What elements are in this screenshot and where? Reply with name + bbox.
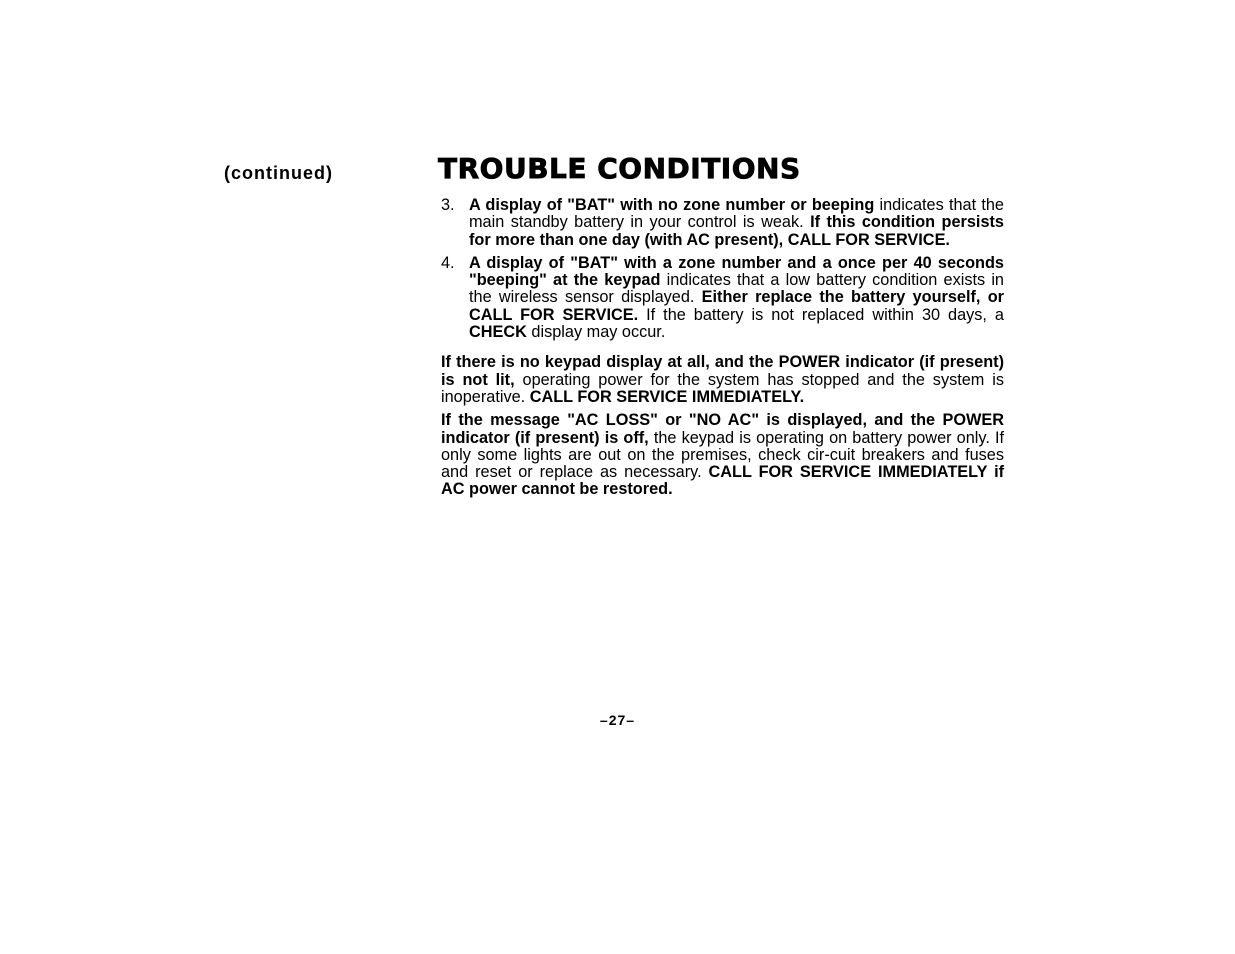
trouble-conditions-content — [441, 197, 1004, 499]
text-segment: CHECK — [469, 323, 527, 342]
text-segment: If the message "AC LOSS" or "NO AC" is displayed, and the POWER indicator (if present) is off, — [441, 411, 1004, 447]
text-segment: indicates that a low battery condition exists in the wireless sensor displayed. — [469, 271, 1004, 307]
list-item-3 — [441, 197, 1004, 249]
ac-loss-paragraph — [441, 412, 1004, 498]
no-display-paragraph — [441, 354, 1004, 406]
list-item-number: 3. — [441, 196, 455, 214]
list-item-body — [469, 255, 1004, 341]
section-title: TROUBLE CONDITIONS — [438, 152, 801, 185]
page-number: –27– — [599, 712, 636, 728]
text-segment: A display of "BAT" with no zone number or beeping — [469, 196, 875, 214]
text-segment: If this condition persists for more than one day (with AC present), CALL FOR SERVICE. — [469, 213, 1004, 249]
list-item-number: 4. — [441, 253, 455, 272]
text-segment: operating power for the system has stopped and the system is inoperative. — [441, 370, 1004, 406]
list-item-4 — [441, 255, 1004, 341]
text-segment: CALL FOR SERVICE IMMEDIATELY if AC power cannot be restored. — [441, 463, 1005, 499]
continued-label: (continued) — [224, 163, 333, 183]
text-segment: Either replace the battery yourself, or CALL FOR SERVICE. — [469, 288, 1004, 324]
text-segment: indicates that the main standby battery in your control is weak. — [469, 196, 1004, 232]
text-segment: CALL FOR SERVICE IMMEDIATELY. — [529, 387, 805, 406]
text-segment: If there is no keypad display at all, and the POWER indicator (if present) is not lit, — [441, 353, 1004, 389]
text-segment: A display of "BAT" with a zone number and a once per 40 seconds "beeping" at the keypad — [469, 253, 1004, 290]
text-segment: the keypad is operating on battery power only. If only some lights are out on the premises, check cir-cuit breakers and fuses and reset or replace as necessary. — [441, 428, 1005, 482]
list-item-body — [469, 197, 1004, 249]
text-segment: display may occur. — [526, 323, 666, 342]
text-segment: If the battery is not replaced within 30 days, a — [638, 305, 1004, 324]
